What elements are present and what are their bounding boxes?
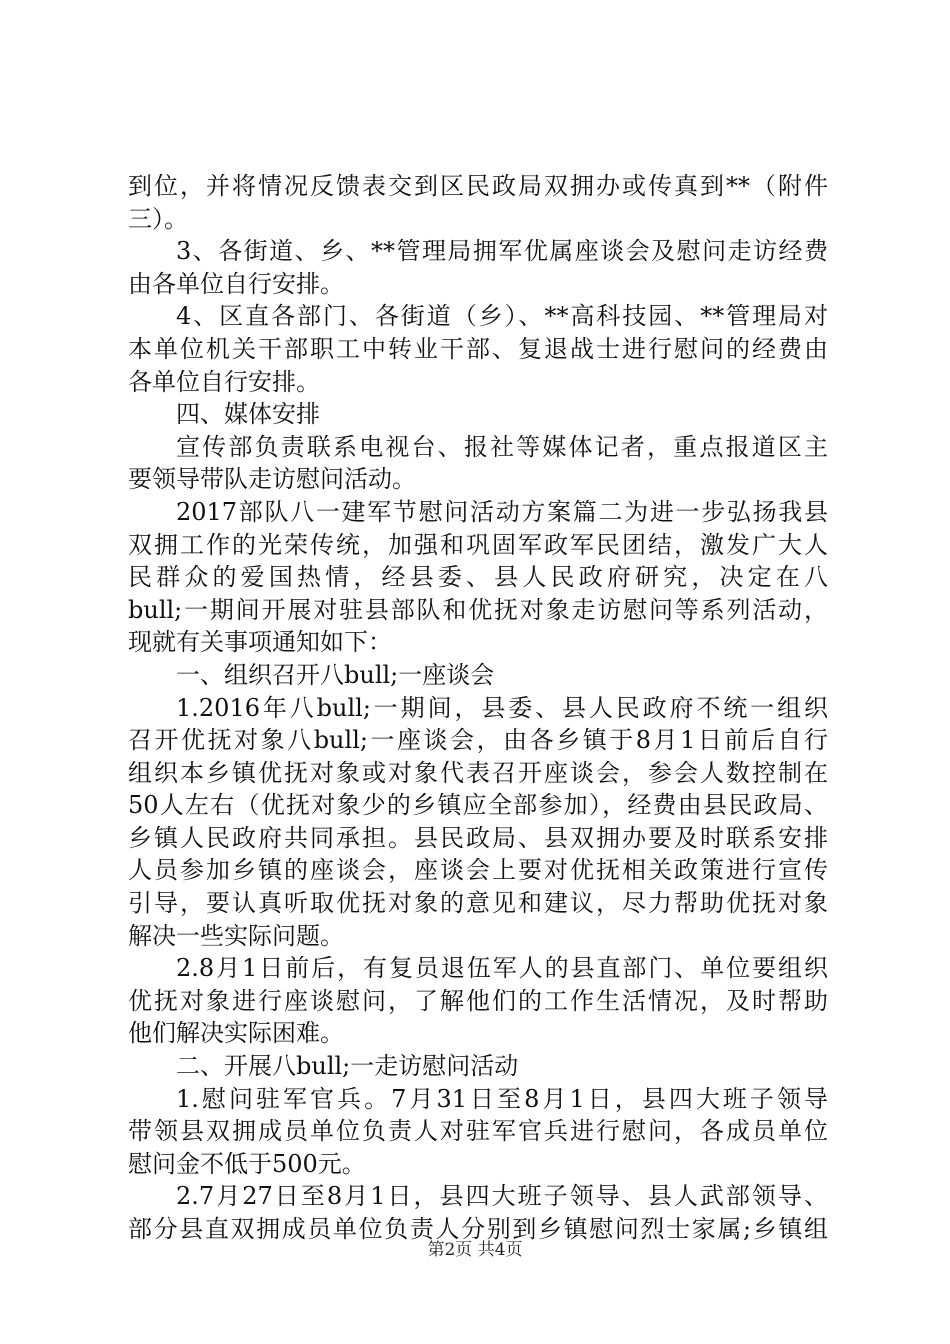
text-line: 一、组织召开八bull;一座谈会 (176, 660, 495, 689)
text-line: 引导，要认真听取优抚对象的意见和建议，尽力帮助优抚对象 (128, 889, 828, 918)
text-line: 二、开展八bull;一走访慰问活动 (176, 1052, 519, 1081)
text-line: 宣传部负责联系电视台、报社等媒体记者，重点报道区主 (176, 432, 828, 461)
text-line: 各单位自行安排。 (128, 367, 320, 396)
text-line: 3、各街道、乡、**管理局拥军优属座谈会及慰问走访经费 (176, 237, 828, 266)
text-line: 4、区直各部门、各街道（乡）、**高科技园、**管理局对 (176, 302, 828, 331)
text-line: 1.2016年八bull;一期间，县委、县人民政府不统一组织 (176, 693, 828, 722)
text-line: 要领导带队走访慰问活动。 (128, 465, 416, 494)
text-line: 部分县直双拥成员单位负责人分别到乡镇慰问烈士家属;乡镇组 (128, 1215, 828, 1243)
text-line: 带领县双拥成员单位负责人对驻军官兵进行慰问，各成员单位 (128, 1117, 828, 1146)
text-line: 解决一些实际问题。 (128, 921, 344, 950)
document-body (128, 170, 828, 1246)
text-line: 1.慰问驻军官兵。7月31日至8月1日，县四大班子领导 (176, 1084, 828, 1113)
text-line: 现就有关事项通知如下： (128, 628, 392, 657)
text-line: 四、媒体安排 (176, 400, 320, 429)
text-line: 到位，并将情况反馈表交到区民政局双拥办或传真到**（附件 (128, 172, 828, 200)
text-line: 乡镇人民政府共同承担。县民政局、县双拥办要及时联系安排 (128, 823, 828, 852)
text-line: 2.8月1日前后，有复员退伍军人的县直部门、单位要组织 (176, 954, 828, 983)
text-line: 召开优抚对象八bull;一座谈会，由各乡镇于8月1日前后自行 (128, 726, 828, 755)
text-line: 慰问金不低于500元。 (128, 1149, 366, 1178)
page-footer: 第2页 共4页 (427, 1240, 523, 1260)
text-line: 三）。 (128, 204, 188, 233)
text-line: 组织本乡镇优抚对象或对象代表召开座谈会，参会人数控制在 (128, 758, 828, 787)
text-line: 本单位机关干部职工中转业干部、复退战士进行慰问的经费由 (128, 334, 828, 363)
text-line: 50人左右（优抚对象少的乡镇应全部参加），经费由县民政局、 (128, 791, 828, 820)
text-line: 双拥工作的光荣传统，加强和巩固军政军民团结，激发广大人 (128, 530, 828, 559)
text-line: 由各单位自行安排。 (128, 269, 344, 298)
text-line: 人员参加乡镇的座谈会，座谈会上要对优抚相关政策进行宣传 (128, 856, 828, 885)
text-line: bull;一期间开展对驻县部队和优抚对象走访慰问等系列活动， (128, 595, 828, 624)
text-line: 民群众的爱国热情，经县委、县人民政府研究，决定在八 (128, 563, 828, 592)
text-line: 优抚对象进行座谈慰问，了解他们的工作生活情况，及时帮助 (128, 986, 828, 1015)
text-line: 2.7月27日至8月1日，县四大班子领导、县人武部领导、 (176, 1182, 828, 1211)
text-line: 2017部队八一建军节慰问活动方案篇二为进一步弘扬我县 (176, 497, 828, 526)
text-line: 他们解决实际困难。 (128, 1019, 344, 1048)
